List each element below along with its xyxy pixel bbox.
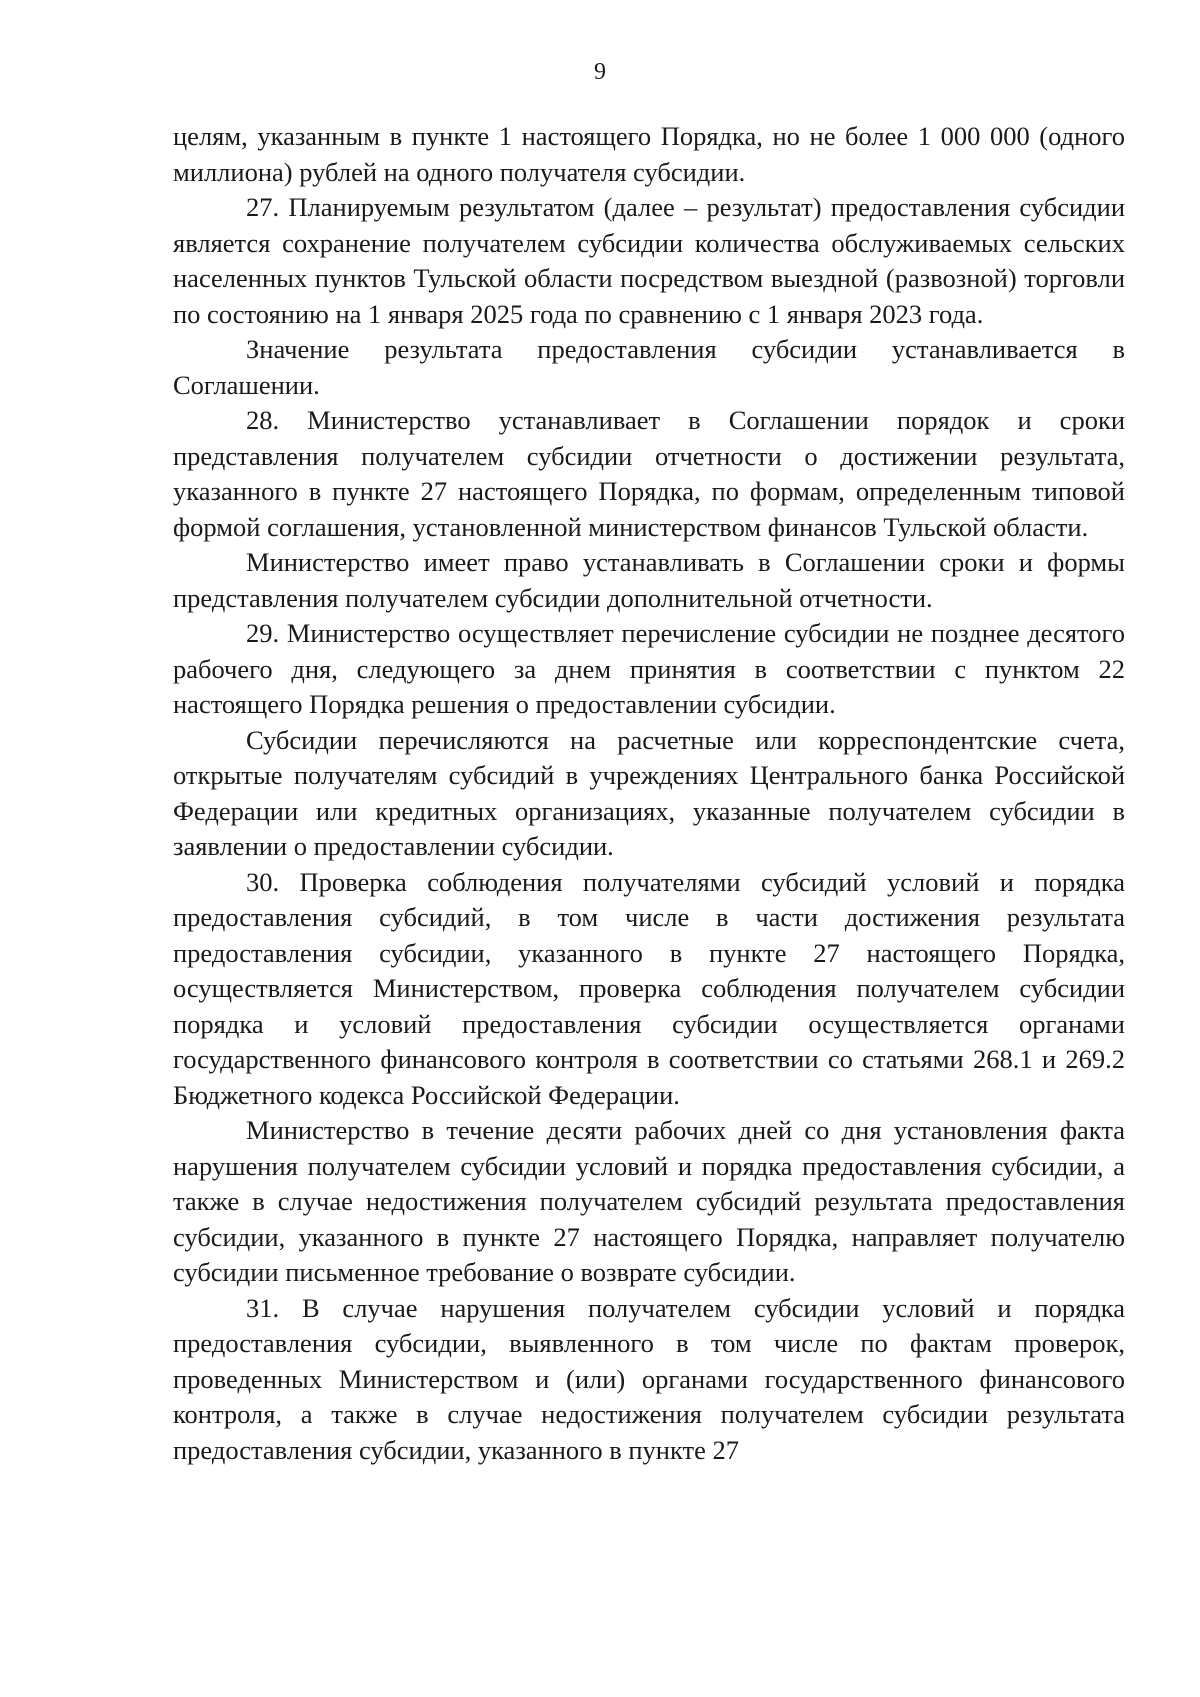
paragraph-31: 31. В случае нарушения получателем субсидии условий и порядка предоставления субсидии, выявленного в том числе по фактам проверок, проведенных Министерством и (или) органами государственного финансового контроля, а также в случае недостижения получателем субсидии результата предоставления субсидии, указанного в пункте 27 (173, 1292, 1125, 1465)
paragraph-28: 28. Министерство устанавливает в Соглашении порядок и сроки представления получателем субсидии отчетности о достижении результата, указанного в пункте 27 настоящего Порядка, по формам, определенным типовой формой соглашения, установленной министерством финансов Тульской области. (173, 405, 1125, 542)
document-body (173, 119, 1125, 1468)
paragraph-additional-reporting: Министерство имеет право устанавливать в Соглашении сроки и формы представления получателем субсидии дополнительной отчетности. (173, 547, 1125, 613)
paragraph-refund-requirement: Министерство в течение десяти рабочих дней со дня установления факта нарушения получателем субсидии условий и порядка предоставления субсидии, а также в случае недостижения получателем субсидий результата предоставления субсидии, указанного в пункте 27 настоящего Порядка, направляет получателю субсидии письменное требование о возврате субсидии. (173, 1115, 1125, 1287)
paragraph-continuation: целям, указанным в пункте 1 настоящего Порядка, но не более 1 000 000 (одного миллиона) рублей на одного получателя субсидии. (173, 121, 1125, 187)
page-number: 9 (594, 59, 606, 85)
paragraph-result-value: Значение результата предоставления субсидии устанавливается в Соглашении. (173, 334, 1125, 400)
paragraph-30: 30. Проверка соблюдения получателями субсидий условий и порядка предоставления субсидий, в том числе в части достижения результата предоставления субсидии, указанного в пункте 27 настоящего Порядка, осуществляется Министерством, проверка соблюдения получателем субсидии порядка и условий предоставления субсидии осуществляется органами государственного финансового контроля в соответствии со статьями 268.1 и 269.2 Бюджетного кодекса Российской Федерации. (173, 866, 1125, 1110)
paragraph-transfer-accounts: Субсидии перечисляются на расчетные или корреспондентские счета, открытые получателям субсидий в учреждениях Центрального банка Российской Федерации или кредитных организациях, указанные получателем субсидии в заявлении о предоставлении субсидии. (173, 724, 1125, 861)
paragraph-27: 27. Планируемым результатом (далее – результат) предоставления субсидии является сохранение получателем субсидии количества обслуживаемых сельских населенных пунктов Тульской области посредством выездной (развозной) торговли по состоянию на 1 января 2025 года по сравнению с 1 января 2023 года. (173, 192, 1125, 329)
paragraph-29: 29. Министерство осуществляет перечисление субсидии не позднее десятого рабочего дня, следующего за днем принятия в соответствии с пунктом 22 настоящего Порядка решения о предоставлении субсидии. (173, 618, 1125, 719)
